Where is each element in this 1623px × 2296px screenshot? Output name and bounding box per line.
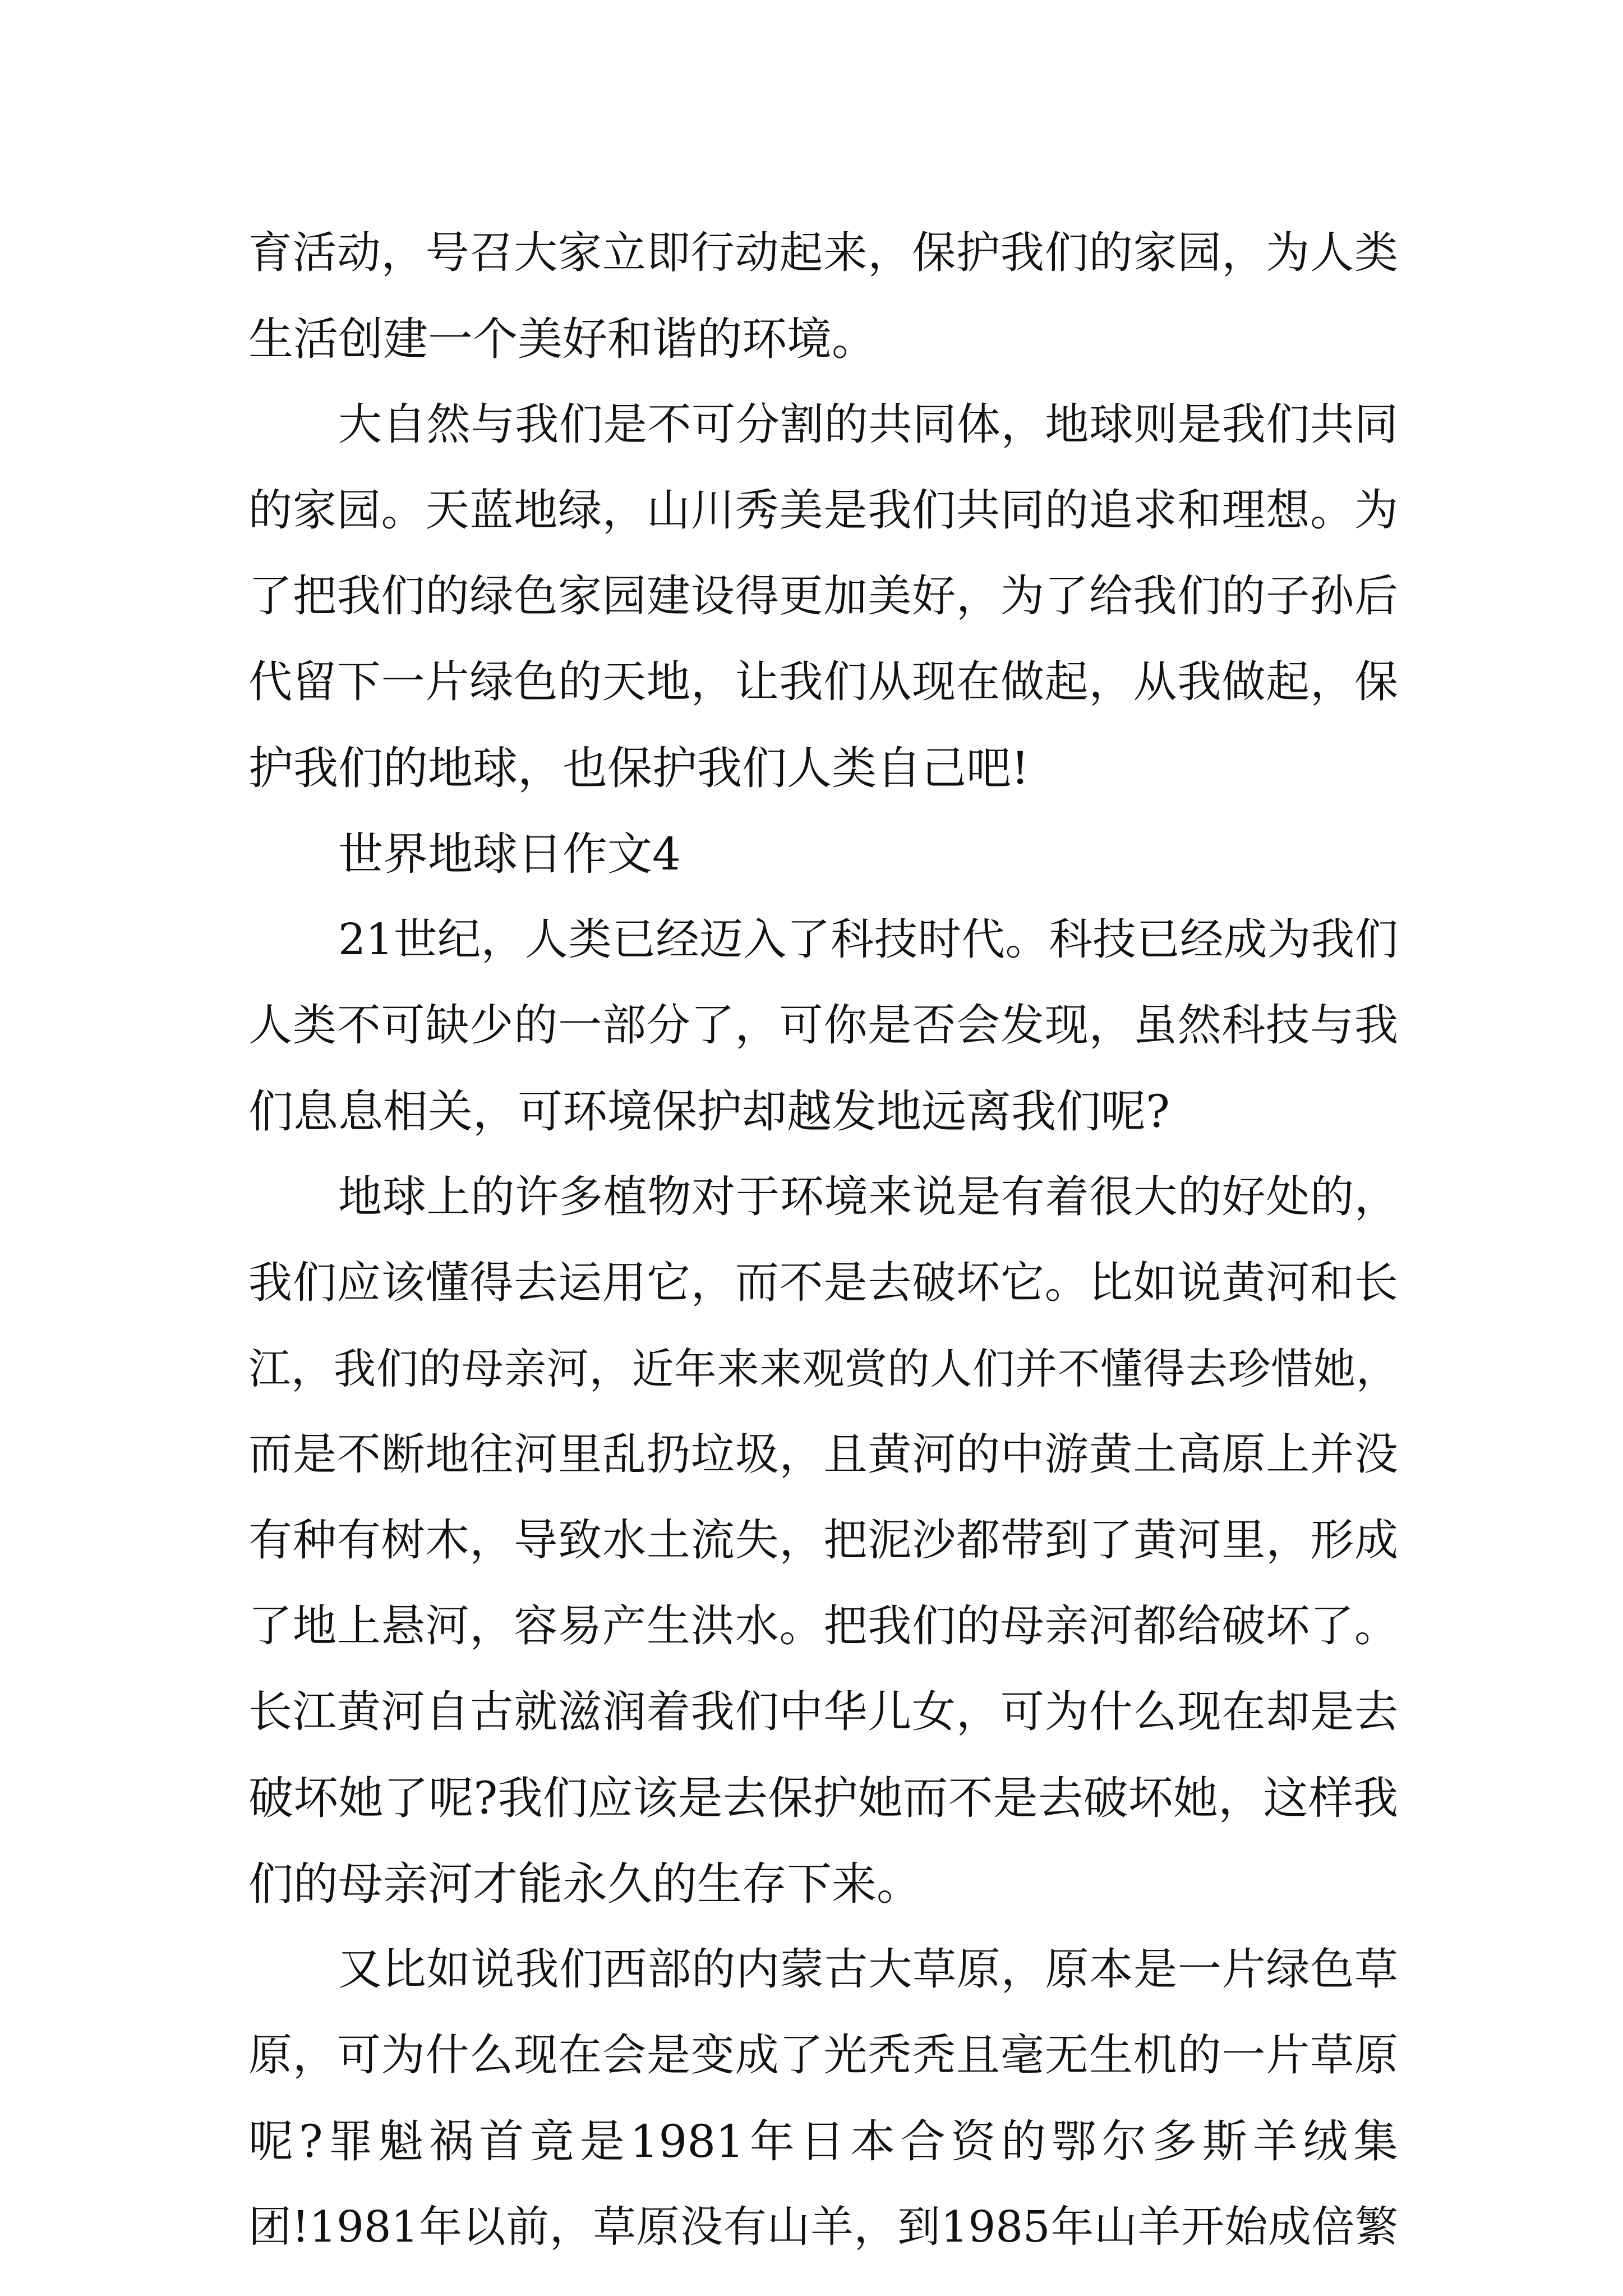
text-line: 大自然与我们是不可分割的共同体，地球则是我们共同 [338,399,1398,450]
text-line: 们息息相关，可环境保护却越发地远离我们呢? [248,1085,1170,1138]
text-line: 我们应该懂得去运用它，而不是去破坏它。比如说黄河和长 [248,1258,1398,1308]
text-line: 而是不断地往河里乱扔垃圾，且黄河的中游黄土高原上并没 [248,1429,1398,1480]
text-line: 育活动，号召大家立即行动起来，保护我们的家园，为人类 [248,228,1398,278]
text-line: 的家园。天蓝地绿，山川秀美是我们共同的追求和理想。为 [248,485,1398,536]
text-line: 代留下一片绿色的天地，让我们从现在做起，从我做起，保 [248,657,1398,707]
section-heading: 世界地球日作文4 [338,828,681,880]
text-line: 又比如说我们西部的内蒙古大草原，原本是一片绿色草 [338,1944,1398,1995]
text-line: 21世纪，人类已经迈入了科技时代。科技已经成为我们 [338,914,1398,965]
text-line: 生活创建一个美好和谐的环境。 [248,313,877,365]
text-line: 破坏她了呢?我们应该是去保护她而不是去破坏她，这样我 [248,1772,1398,1824]
text-line: 原，可为什么现在会是变成了光秃秃且毫无生机的一片草原 [248,2030,1398,2081]
text-line: 江，我们的母亲河，近年来来观赏的人们并不懂得去珍惜她， [248,1344,1398,1393]
text-line: 呢?罪魁祸首竟是1981年日本合资的鄂尔多斯羊绒集 [248,2115,1398,2168]
text-line: 团!1981年以前，草原没有山羊，到1985年山羊开始成倍繁 [248,2202,1398,2252]
text-line: 了把我们的绿色家园建设得更加美好，为了给我们的子孙后 [248,571,1398,622]
body-text [248,210,1398,2270]
text-line: 护我们的地球，也保护我们人类自己吧! [248,742,1030,794]
text-line: 地球上的许多植物对于环境来说是有着很大的好处的， [338,1172,1398,1222]
text-line: 们的母亲河才能永久的生存下来。 [248,1858,921,1910]
text-line: 了地上悬河，容易产生洪水。把我们的母亲河都给破坏了。 [248,1601,1398,1651]
text-line: 长江黄河自古就滋润着我们中华儿女，可为什么现在却是去 [248,1687,1398,1737]
text-line: 有种有树木，导致水土流失，把泥沙都带到了黄河里，形成 [248,1515,1398,1566]
text-line: 人类不可缺少的一部分了，可你是否会发现，虽然科技与我 [248,1000,1398,1051]
